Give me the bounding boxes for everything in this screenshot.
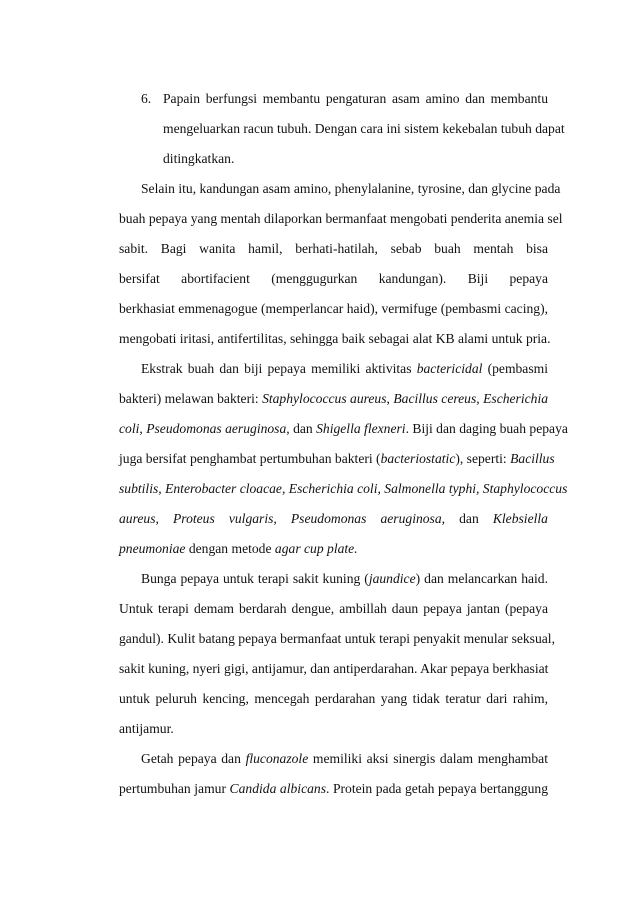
paragraph-line	[141, 179, 561, 199]
text-run: bersifat abortifacient (menggugurkan kandungan). Biji pepaya	[119, 271, 548, 286]
italic-text: subtilis, Enterobacter cloacae, Escherichia coli, Salmonella typhi, Staphylococcus	[119, 481, 568, 496]
italic-text: Escherichia	[483, 391, 549, 406]
paragraph-line	[119, 449, 555, 469]
italic-text: Candida albicans	[229, 781, 326, 796]
text-run: gandul). Kulit batang pepaya bermanfaat untuk terapi penyakit menular seksual,	[119, 631, 555, 646]
text-run: untuk peluruh kencing, mencegah perdarahan yang tidak teratur dari rahim,	[119, 691, 548, 706]
paragraph-line	[119, 329, 551, 349]
text-run: . Protein pada getah pepaya bertanggung	[326, 781, 548, 796]
text-run: ) dan melancarkan haid.	[415, 571, 548, 586]
text-run: mengobati iritasi, antifertilitas, sehingga baik sebagai alat KB alami untuk pria.	[119, 331, 551, 346]
text-run: memiliki aksi sinergis dalam menghambat	[308, 751, 548, 766]
italic-text: fluconazole	[245, 751, 309, 766]
paragraph-line	[119, 689, 548, 709]
italic-text: pneumoniae	[119, 541, 186, 556]
paragraph-line	[119, 269, 548, 289]
text-run: pertumbuhan jamur	[119, 781, 230, 796]
paragraph-line	[119, 629, 555, 649]
italic-text: Pseudomonas aeruginosa	[146, 421, 287, 436]
italic-text: Staphylococcus aureus	[262, 391, 387, 406]
list-item-line: ditingkatkan.	[163, 151, 235, 166]
text-run: dan	[445, 511, 493, 526]
text-run: ,	[386, 391, 394, 406]
paragraph-line	[119, 509, 548, 529]
paragraph-line	[119, 209, 563, 229]
paragraph-line	[141, 359, 548, 379]
italic-text: Shigella flexneri	[316, 421, 406, 436]
text-run: Bunga pepaya untuk terapi sakit kuning (	[141, 571, 369, 586]
text-run: dengan metode	[185, 541, 275, 556]
list-item-line: mengeluarkan racun tubuh. Dengan cara ini sistem kekebalan tubuh dapat	[163, 121, 565, 136]
italic-text: coli	[119, 421, 140, 436]
text-run: Ekstrak buah dan biji pepaya memiliki aktivitas	[141, 361, 417, 376]
italic-text: bactericidal	[416, 361, 483, 376]
italic-text: bacteriostatic	[380, 451, 456, 466]
paragraph-line	[119, 539, 548, 559]
text-run: ,	[139, 421, 147, 436]
paragraph-line	[119, 299, 548, 319]
text-run: bakteri) melawan bakteri:	[119, 391, 263, 406]
list-item-line: Papain berfungsi membantu pengaturan asam amino dan membantu	[163, 91, 548, 106]
italic-text: agar cup plate.	[274, 541, 358, 556]
paragraph-line	[141, 569, 548, 589]
paragraph-line	[119, 239, 548, 259]
italic-text: Bacillus cereus	[393, 391, 477, 406]
text-run: . Biji dan daging buah pepaya	[405, 421, 568, 436]
paragraph-line	[119, 389, 548, 409]
text-run: , dan	[286, 421, 317, 436]
italic-text: Bacillus	[510, 451, 555, 466]
text-run: ,	[476, 391, 484, 406]
text-run: sabit. Bagi wanita hamil, berhati-hatilah, sebab buah mentah bisa	[119, 241, 548, 256]
paragraph-line	[141, 749, 548, 769]
text-run: juga bersifat penghambat pertumbuhan bakteri (	[119, 451, 381, 466]
text-run: Selain itu, kandungan asam amino, phenylalanine, tyrosine, dan glycine pada	[141, 181, 561, 196]
text-run: berkhasiat emmenagogue (memperlancar haid), vermifuge (pembasmi cacing),	[119, 301, 548, 316]
paragraph-line	[119, 479, 568, 499]
paragraph-line	[119, 599, 548, 619]
text-run: antijamur.	[119, 721, 174, 736]
paragraph-line	[119, 779, 548, 799]
list-number: 6.	[141, 91, 152, 106]
text-run: Untuk terapi demam berdarah dengue, ambillah daun pepaya jantan (pepaya	[119, 601, 548, 616]
text-run: (pembasmi	[482, 361, 548, 376]
paragraph-line	[119, 419, 568, 439]
text-run: Getah pepaya dan	[141, 751, 246, 766]
paragraph-line	[119, 659, 548, 679]
text-run: buah pepaya yang mentah dilaporkan bermanfaat mengobati penderita anemia sel	[119, 211, 563, 226]
italic-text: jaundice	[368, 571, 416, 586]
italic-text: aureus, Proteus vulgaris, Pseudomonas aeruginosa,	[119, 511, 446, 526]
text-run: ), seperti:	[455, 451, 511, 466]
text-run: sakit kuning, nyeri gigi, antijamur, dan antiperdarahan. Akar pepaya berkhasiat	[119, 661, 549, 676]
italic-text: Klebsiella	[492, 511, 548, 526]
paragraph-line	[119, 719, 548, 739]
